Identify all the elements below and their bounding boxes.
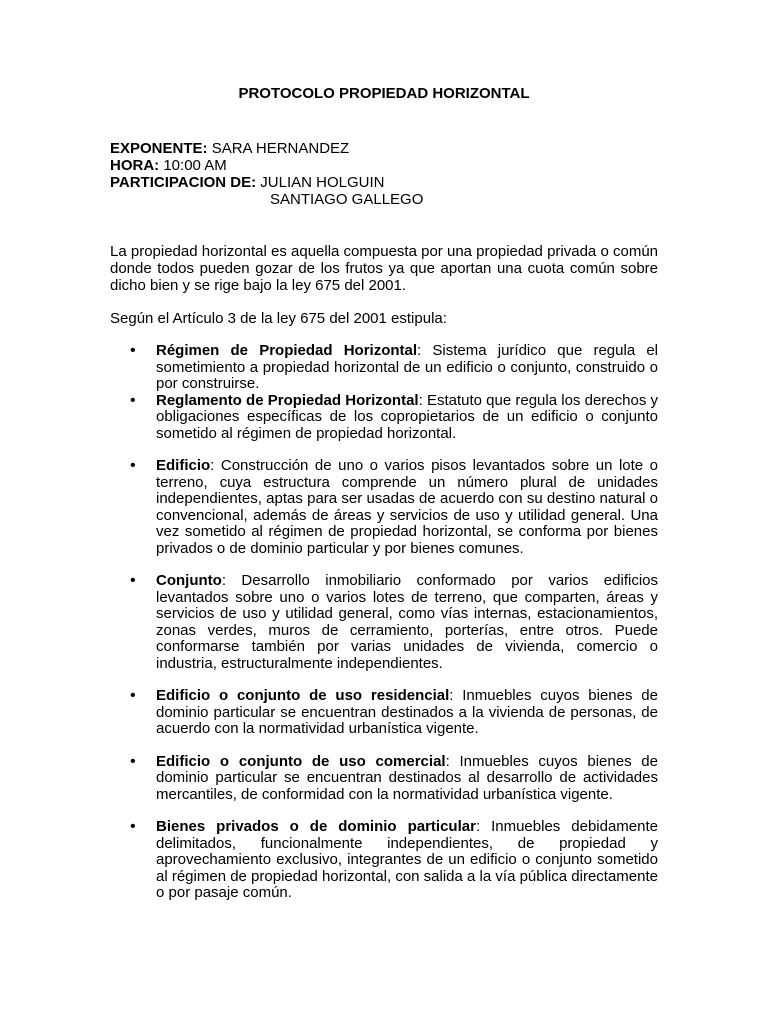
bullet-icon: • [130, 572, 136, 589]
bullet-icon: • [130, 818, 136, 835]
participant-line [110, 191, 658, 208]
definition-item [110, 393, 658, 443]
definition-item [110, 754, 658, 804]
expositor-line [110, 140, 658, 157]
participant-name: JULIAN HOLGUIN [260, 174, 385, 191]
definition-term: Edificio [156, 457, 211, 474]
definition-item [110, 819, 658, 902]
intro-paragraph: La propiedad horizontal es aquella compuesta por una propiedad privada o común donde todos pueden gozar de los frutos ya que aportan una cuota común sobre dicho bien y se rige bajo la ley 675 del 2001. [110, 243, 658, 294]
hour-line [110, 157, 658, 174]
definition-list [110, 343, 658, 902]
bullet-icon: • [130, 752, 136, 770]
document-meta [110, 140, 658, 208]
participation-line [110, 174, 658, 191]
definition-item [110, 573, 658, 672]
bullet-icon: • [130, 687, 136, 704]
definition-item [110, 458, 658, 557]
expositor-value: SARA HERNANDEZ [211, 140, 350, 157]
definition-term: Edificio o conjunto de uso residencial [156, 687, 450, 704]
expositor-label: EXPONENTE: [110, 140, 208, 157]
definition-item [110, 343, 658, 393]
hour-value: 10:00 AM [163, 157, 227, 174]
definition-text: : Inmuebles cuyos bienes de dominio particular se encuentran destinados al desarrollo de actividades mercantiles, de conformidad con la normatividad urbanística vigente. [156, 752, 658, 803]
definition-text: : Desarrollo inmobiliario conformado por varios edificios levantados sobre uno o varios lotes de terreno, que comparten, áreas y servicios de uso y utilidad general, como vías internas, estacionamientos, zonas verdes, muros de cerramiento, porterías, entre otros. Puede conformarse también por varias unidades de vivienda, comercio o industria, estructuralmente independientes. [156, 572, 658, 672]
definition-term: Régimen de Propiedad Horizontal [156, 342, 418, 359]
participation-label: PARTICIPACION DE: [110, 174, 257, 191]
bullet-icon: • [130, 342, 136, 359]
definition-term: Conjunto [156, 572, 222, 589]
definition-text: : Inmuebles cuyos bienes de dominio particular se encuentran destinados a la vivienda de personas, de acuerdo con la normatividad urbanística vigente. [156, 687, 658, 737]
document-page [110, 84, 658, 902]
definition-term: Reglamento de Propiedad Horizontal [156, 391, 419, 409]
definition-text: : Sistema jurídico que regula el sometimiento a propiedad horizontal de un edificio o conjunto, construido o por construirse. [156, 342, 658, 392]
definition-term: Edificio o conjunto de uso comercial [156, 752, 446, 770]
document-title: PROTOCOLO PROPIEDAD HORIZONTAL [238, 85, 530, 102]
article-intro: Según el Artículo 3 de la ley 675 del 2001 estipula: [110, 310, 447, 327]
bullet-icon: • [130, 391, 136, 409]
definition-text: : Estatuto que regula los derechos y obligaciones específicas de los copropietarios de un edificio o conjunto sometido al régimen de propiedad horizontal. [156, 391, 659, 442]
participant-name: SANTIAGO GALLEGO [270, 191, 424, 208]
definition-item [110, 688, 658, 738]
definition-term: Bienes privados o de dominio particular [156, 818, 476, 835]
definition-text: : Construcción de uno o varios pisos levantados sobre un lote o terreno, cuya estructura comprende un número plural de unidades independientes, aptas para ser usadas de acuerdo con su destino natural o convencional, además de áreas y servicios de uso y utilidad general. Una vez sometido al régimen de propiedad horizontal, se conforma por bienes privados o de dominio particular y por bienes comunes. [156, 457, 658, 557]
definition-text: : Inmuebles debidamente delimitados, funcionalmente independientes, de propiedad y aprovechamiento exclusivo, integrantes de un edificio o conjunto sometido al régimen de propiedad horizontal, con salida a la vía pública directamente o por pasaje común. [156, 818, 658, 901]
hour-label: HORA: [110, 157, 160, 174]
bullet-icon: • [130, 457, 136, 474]
